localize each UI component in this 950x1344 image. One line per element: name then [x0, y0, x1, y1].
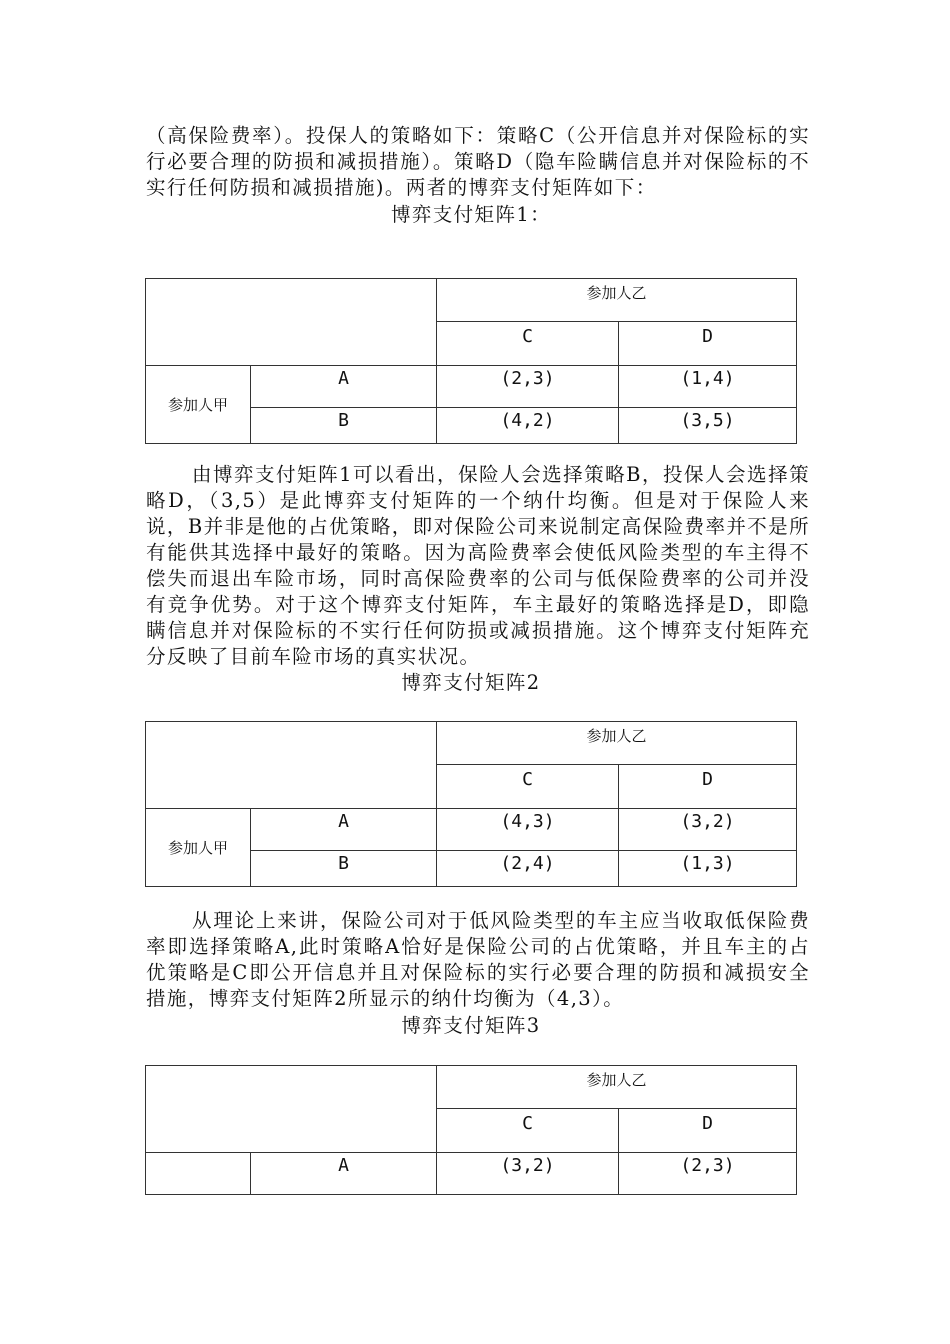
player-b-label: 参加人乙: [437, 279, 797, 322]
matrix-1-caption: 博弈支付矩阵1：: [390, 203, 552, 226]
row-header-b: B: [251, 851, 437, 887]
player-b-label: 参加人乙: [437, 1066, 797, 1109]
payoff-b-d: (3,5): [619, 408, 797, 444]
payoff-b-c: (4,2): [437, 408, 619, 444]
matrix-corner: [146, 1066, 437, 1153]
matrix-corner: [146, 279, 437, 366]
col-header-d: D: [619, 765, 797, 809]
player-a-label-cell: [146, 1153, 251, 1195]
paragraph-1: （高保险费率）。投保人的策略如下：策略C（公开信息并对保险标的实行必要合理的防损和减损措施）。策略D（隐车险瞒信息并对保险标的不实行任何防损和减损措施)。两者的博弈支付矩阵如下：: [146, 124, 810, 199]
row-header-b: B: [251, 408, 437, 444]
paragraph-2: 由博弈支付矩阵1可以看出，保险人会选择策略B，投保人会选择策略D，（3,5）是此博弈支付矩阵的一个纳什均衡。但是对于保险人来说，B并非是他的占优策略，即对保险公司来说制定高保险费率并不是所有能供其选择中最好的策略。因为高险费率会使低风险类型的车主得不偿失而退出车险市场，同时高保险费率的公司与低保险费率的公司并没有竞争优势。对于这个博弈支付矩阵，车主最好的策略选择是D，即隐瞒信息并对保险标的不实行任何防损或减损措施。这个博弈支付矩阵充分反映了目前车险市场的真实状况。: [146, 463, 810, 668]
player-a-label: 参加人甲: [146, 366, 251, 444]
matrix-corner: [146, 722, 437, 809]
matrix-2-caption: 博弈支付矩阵2: [401, 671, 541, 694]
paragraph-3: 从理论上来讲，保险公司对于低风险类型的车主应当收取低保险费率即选择策略A,此时策略A恰好是保险公司的占优策略，并且车主的占优策略是C即公开信息并且对保险标的实行必要合理的防损和减损安全措施，博弈支付矩阵2所显示的纳什均衡为（4,3）。: [146, 909, 810, 1010]
player-a-label: 参加人甲: [146, 809, 251, 887]
payoff-a-c: (2,3): [437, 366, 619, 408]
row-header-a: A: [251, 809, 437, 851]
payoff-a-c: (4,3): [437, 809, 619, 851]
col-header-c: C: [437, 1109, 619, 1153]
matrix-3-caption: 博弈支付矩阵3: [401, 1014, 541, 1037]
payoff-matrix-2: [145, 721, 797, 887]
row-header-a: A: [251, 1153, 437, 1195]
player-b-label: 参加人乙: [437, 722, 797, 765]
payoff-b-d: (1,3): [619, 851, 797, 887]
row-header-a: A: [251, 366, 437, 408]
col-header-c: C: [437, 765, 619, 809]
payoff-a-d: (2,3): [619, 1153, 797, 1195]
payoff-a-c: (3,2): [437, 1153, 619, 1195]
col-header-d: D: [619, 1109, 797, 1153]
payoff-matrix-3: [145, 1065, 797, 1195]
payoff-matrix-1: [145, 278, 797, 444]
payoff-b-c: (2,4): [437, 851, 619, 887]
payoff-a-d: (3,2): [619, 809, 797, 851]
payoff-a-d: (1,4): [619, 366, 797, 408]
col-header-c: C: [437, 322, 619, 366]
col-header-d: D: [619, 322, 797, 366]
